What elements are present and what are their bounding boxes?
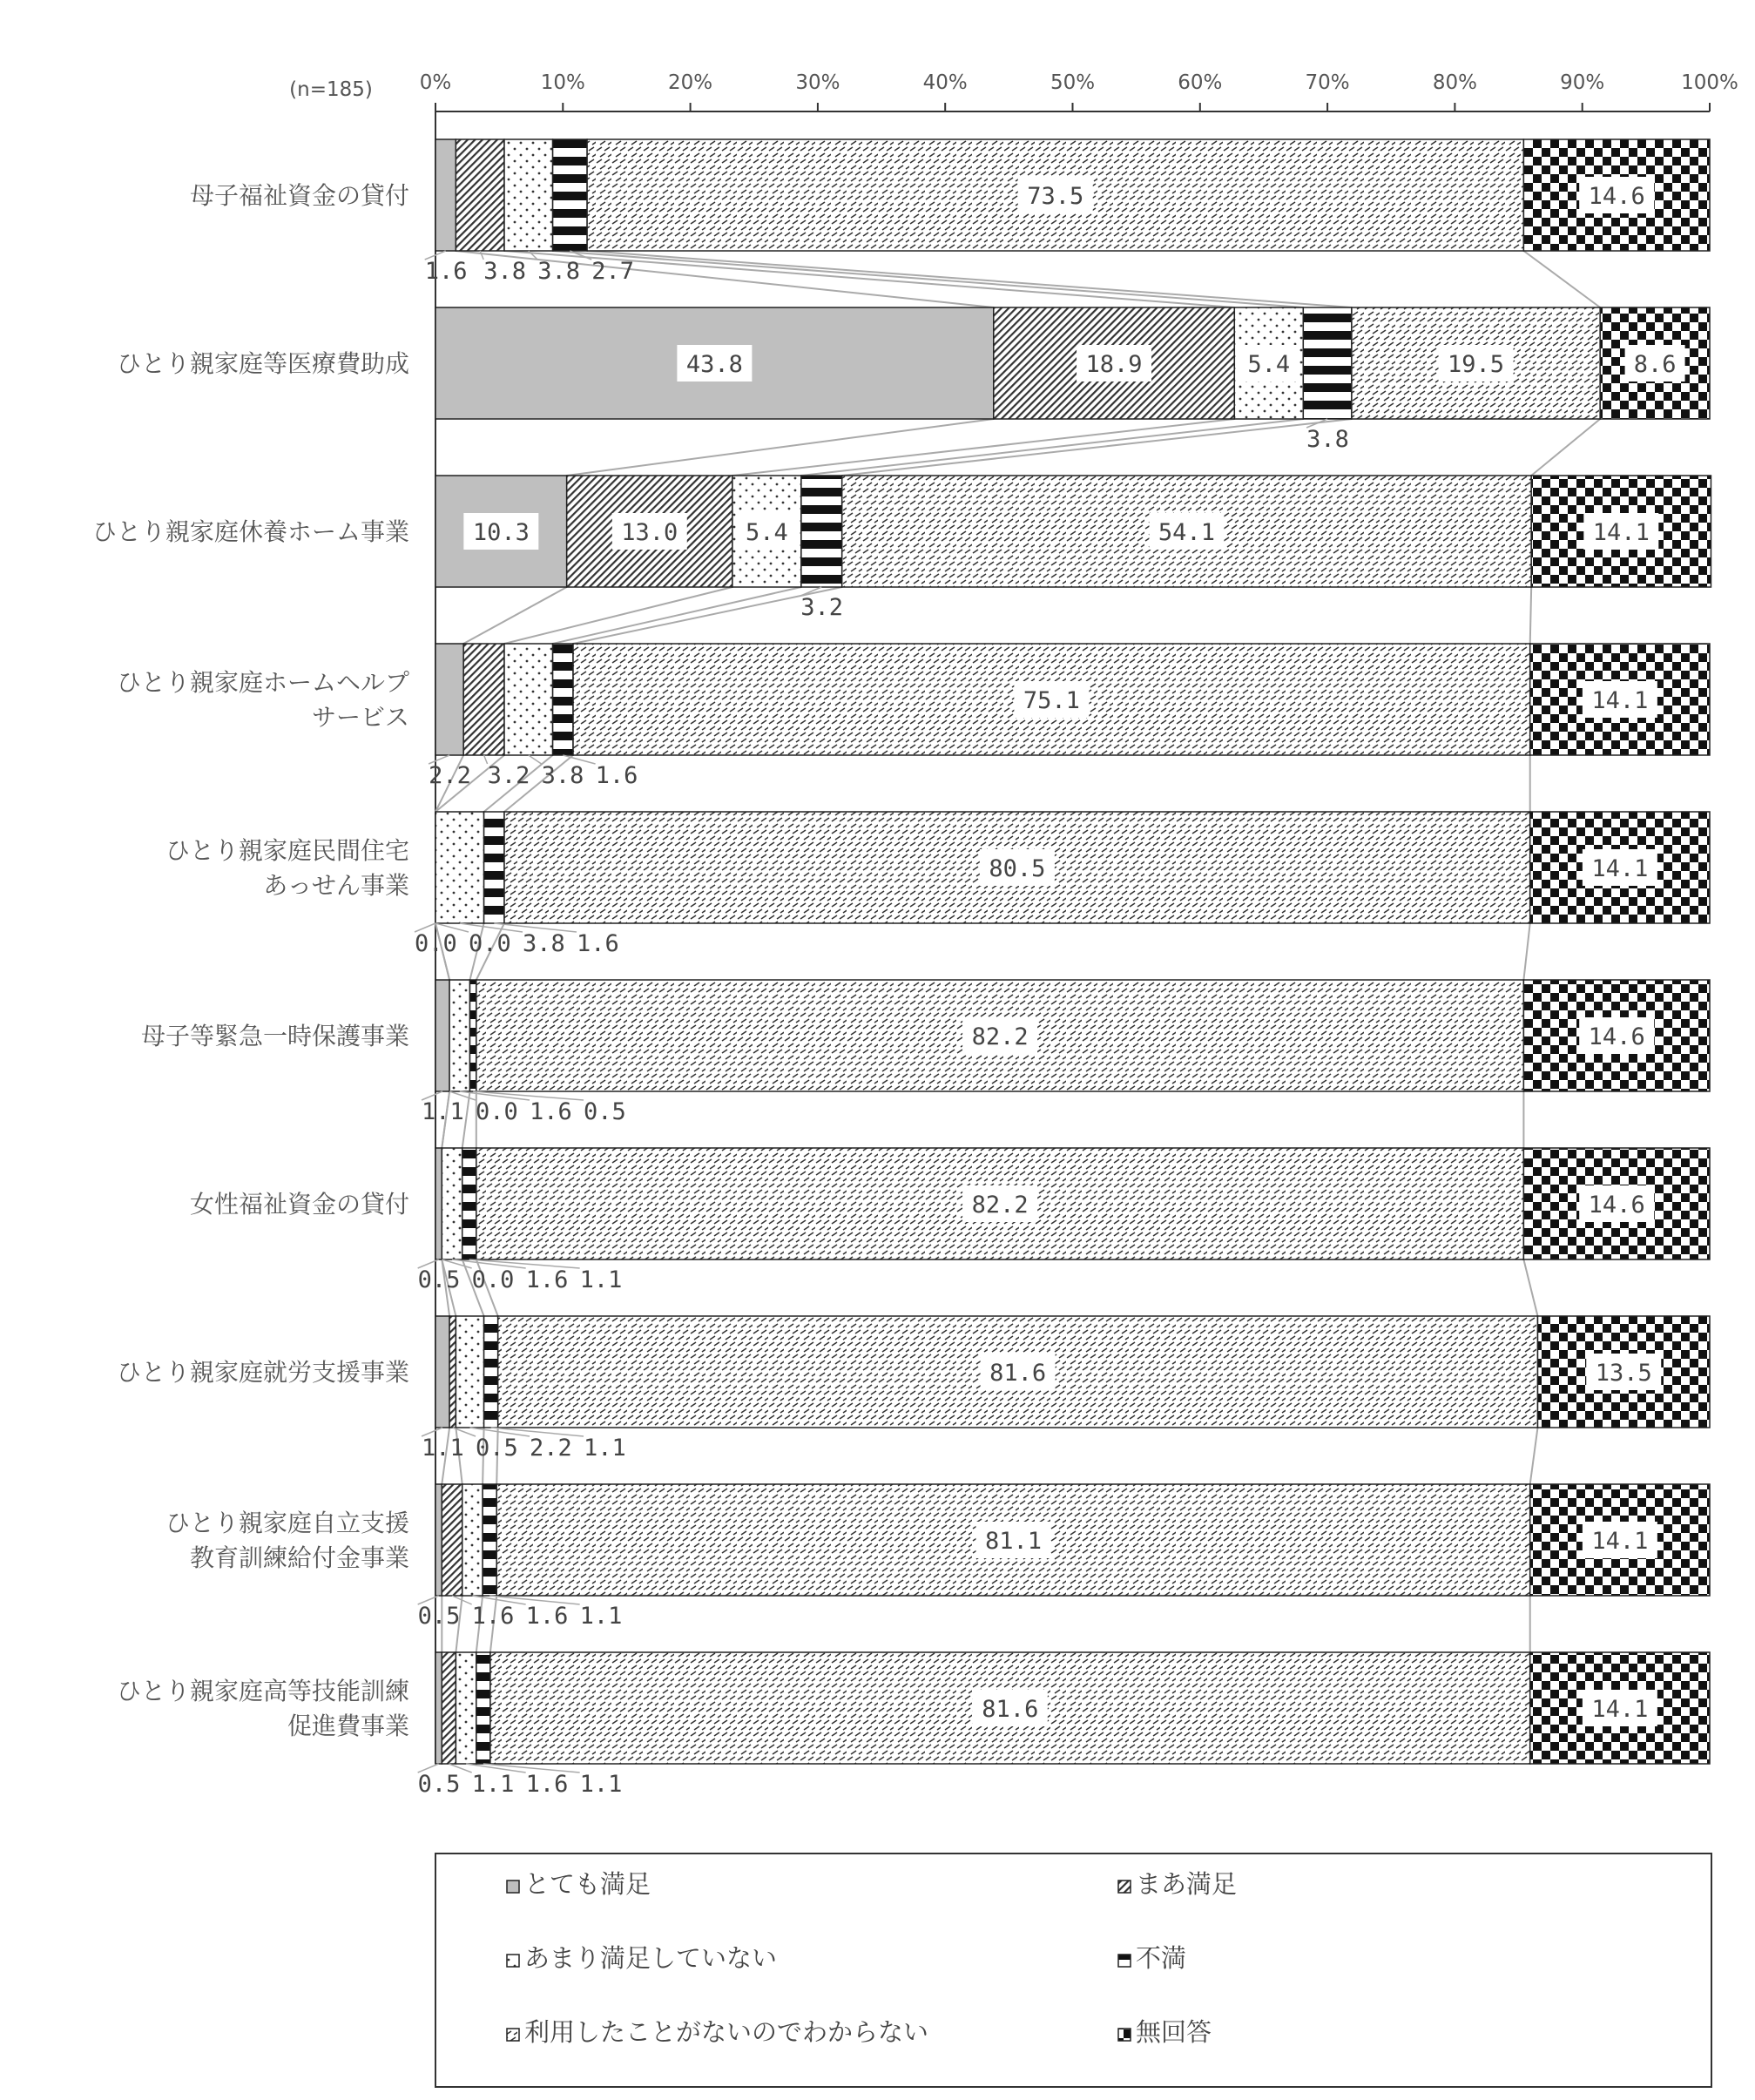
bar-segment [484, 812, 504, 923]
bar-segment [463, 644, 504, 755]
bar-segment [476, 1652, 490, 1764]
category-label: 教育訓練給付金事業 [189, 1543, 409, 1572]
value-label: 14.6 [1588, 1192, 1645, 1219]
value-label: 75.1 [1023, 687, 1080, 714]
bar-segment [456, 139, 504, 251]
x-tick-label: 20% [668, 71, 713, 94]
bar-segment [435, 644, 463, 755]
bar-segment [484, 1316, 498, 1428]
value-label: 73.5 [1027, 183, 1084, 210]
x-tick-label: 50% [1050, 71, 1096, 94]
category-label: ひとり親家庭高等技能訓練 [116, 1677, 409, 1705]
value-label: 3.8 [541, 762, 584, 789]
bar-segment [435, 139, 456, 251]
value-label: 0.0 [469, 930, 511, 957]
bar-segment [449, 980, 469, 1091]
value-label: 0.5 [476, 1435, 518, 1462]
value-label: 0.5 [417, 1771, 461, 1798]
value-label: 80.5 [989, 855, 1046, 882]
value-label: 3.8 [537, 258, 580, 285]
value-label: 1.1 [422, 1435, 464, 1462]
bar-segment [553, 139, 588, 251]
sample-size-label: (n=185) [289, 78, 373, 101]
category-label: あっせん事業 [263, 871, 409, 900]
bar-segment [801, 476, 842, 587]
value-label: 1.1 [584, 1435, 626, 1462]
bar-segment [1303, 307, 1352, 419]
bar-segment [553, 644, 573, 755]
value-label: 3.8 [1306, 426, 1349, 453]
bar-segment [435, 1652, 442, 1764]
value-label: 82.2 [971, 1192, 1029, 1219]
legend [435, 1854, 1711, 2087]
bar-segment [504, 644, 553, 755]
legend-label: 不満 [1136, 1943, 1187, 1973]
value-label: 1.1 [579, 1603, 623, 1630]
value-label: 54.1 [1158, 519, 1215, 546]
value-label: 3.2 [487, 762, 530, 789]
value-label: 1.6 [577, 930, 619, 957]
connector-line [732, 419, 1234, 476]
value-label: 14.1 [1591, 1696, 1649, 1723]
category-label: ひとり親家庭自立支援 [165, 1509, 409, 1537]
bar-segment [435, 1484, 442, 1596]
value-label: 13.0 [621, 519, 678, 546]
connector-line [1530, 1428, 1538, 1484]
bar-segment [442, 1652, 456, 1764]
connector-line [1523, 251, 1600, 307]
category-label: サービス [311, 703, 409, 732]
value-label: 14.1 [1592, 519, 1650, 546]
value-label: 1.1 [579, 1266, 623, 1293]
value-label: 3.8 [523, 930, 565, 957]
value-label: 1.6 [530, 1098, 572, 1125]
bar-segment [449, 1316, 456, 1428]
value-label: 1.6 [525, 1771, 569, 1798]
value-label: 81.6 [989, 1360, 1047, 1387]
value-label: 2.2 [530, 1435, 572, 1462]
connector-line [587, 251, 1352, 307]
bar-segment [456, 1316, 483, 1428]
x-tick-label: 10% [540, 71, 585, 94]
bar-segment [504, 139, 553, 251]
value-label: 14.1 [1591, 1528, 1649, 1555]
category-label: ひとり親家庭就労支援事業 [116, 1358, 409, 1387]
x-tick-label: 40% [922, 71, 968, 94]
connector-line [1530, 587, 1531, 644]
bar-segment [435, 1148, 442, 1259]
bars [435, 139, 1711, 1764]
x-tick-label: 30% [795, 71, 840, 94]
legend-label: とても満足 [524, 1869, 651, 1899]
connector-line [567, 419, 994, 476]
category-label: ひとり親家庭ホームヘルプ [116, 668, 409, 697]
connector-line [504, 587, 732, 644]
value-label: 0.0 [415, 930, 457, 957]
value-label: 1.6 [525, 1266, 569, 1293]
category-label: 母子福祉資金の貸付 [189, 181, 409, 210]
value-label: 14.1 [1591, 855, 1649, 882]
value-label: 1.1 [422, 1098, 464, 1125]
value-label: 81.1 [984, 1528, 1042, 1555]
category-label: 女性福祉資金の貸付 [189, 1190, 409, 1219]
value-label: 1.1 [579, 1771, 623, 1798]
x-tick-label: 70% [1305, 71, 1350, 94]
bar-segment [435, 1316, 449, 1428]
value-label: 3.2 [800, 594, 844, 621]
connector-line [842, 419, 1352, 476]
bar-segment [462, 1148, 476, 1259]
bar-segment [435, 812, 484, 923]
value-label: 8.6 [1633, 351, 1677, 378]
legend-swatch [507, 1881, 519, 1893]
connector-line [463, 587, 567, 644]
legend-swatch [1118, 2029, 1131, 2041]
value-label: 5.4 [1247, 351, 1291, 378]
legend-label: まあ満足 [1136, 1869, 1238, 1899]
x-tick-label: 90% [1560, 71, 1605, 94]
value-label: 13.5 [1595, 1360, 1652, 1387]
connector-line [1531, 419, 1600, 476]
value-label: 19.5 [1448, 351, 1505, 378]
category-label: ひとり親家庭休養ホーム事業 [91, 517, 409, 546]
legend-swatch [507, 1955, 519, 1967]
value-label: 5.4 [745, 519, 788, 546]
category-label: 促進費事業 [287, 1712, 409, 1740]
value-label: 2.7 [591, 258, 634, 285]
category-label: ひとり親家庭等医療費助成 [116, 349, 409, 378]
x-tick-label: 80% [1432, 71, 1477, 94]
value-label: 14.1 [1591, 687, 1649, 714]
legend-label: 利用したことがないのでわからない [524, 2017, 929, 2047]
legend-swatch [1118, 1955, 1131, 1967]
x-tick-label: 0% [419, 71, 452, 94]
x-tick-label: 100% [1681, 71, 1738, 94]
legend-swatch [1118, 1881, 1131, 1893]
value-label: 1.6 [424, 258, 468, 285]
category-label: 母子等緊急一時保護事業 [140, 1022, 409, 1050]
value-label: 10.3 [472, 519, 530, 546]
bar-segment [456, 1652, 476, 1764]
value-label: 2.2 [429, 762, 471, 789]
value-label: 43.8 [685, 351, 743, 378]
value-label: 0.5 [417, 1603, 461, 1630]
connector-line [1523, 923, 1529, 980]
bar-segment [435, 980, 449, 1091]
legend-label: あまり満足していない [524, 1943, 778, 1973]
category-label: ひとり親家庭民間住宅 [165, 836, 409, 865]
bar-segment [442, 1148, 462, 1259]
x-tick-label: 60% [1178, 71, 1223, 94]
value-label: 3.8 [483, 258, 526, 285]
value-label: 1.6 [471, 1603, 515, 1630]
connector-line [1523, 1259, 1537, 1316]
bar-segment [483, 1484, 496, 1596]
value-label: 1.6 [595, 762, 638, 789]
value-label: 0.5 [417, 1266, 461, 1293]
value-label: 1.1 [471, 1771, 515, 1798]
connector-line [553, 587, 801, 644]
value-label: 0.0 [476, 1098, 518, 1125]
value-label: 1.6 [525, 1603, 569, 1630]
connector-line [553, 251, 1304, 307]
value-label: 81.6 [982, 1696, 1039, 1723]
value-label: 0.0 [471, 1266, 515, 1293]
bar-segment [470, 980, 476, 1091]
bar-segment [442, 1484, 462, 1596]
legend-swatch [507, 2029, 519, 2041]
value-label: 82.2 [971, 1023, 1029, 1050]
value-label: 18.9 [1085, 351, 1143, 378]
bar-segment [462, 1484, 483, 1596]
value-label: 14.6 [1588, 1023, 1645, 1050]
value-leader [529, 755, 542, 764]
legend-label: 無回答 [1136, 2017, 1212, 2047]
value-label: 0.5 [584, 1098, 626, 1125]
category-labels [92, 181, 409, 1740]
value-label: 14.6 [1588, 183, 1645, 210]
connector-line [801, 419, 1303, 476]
